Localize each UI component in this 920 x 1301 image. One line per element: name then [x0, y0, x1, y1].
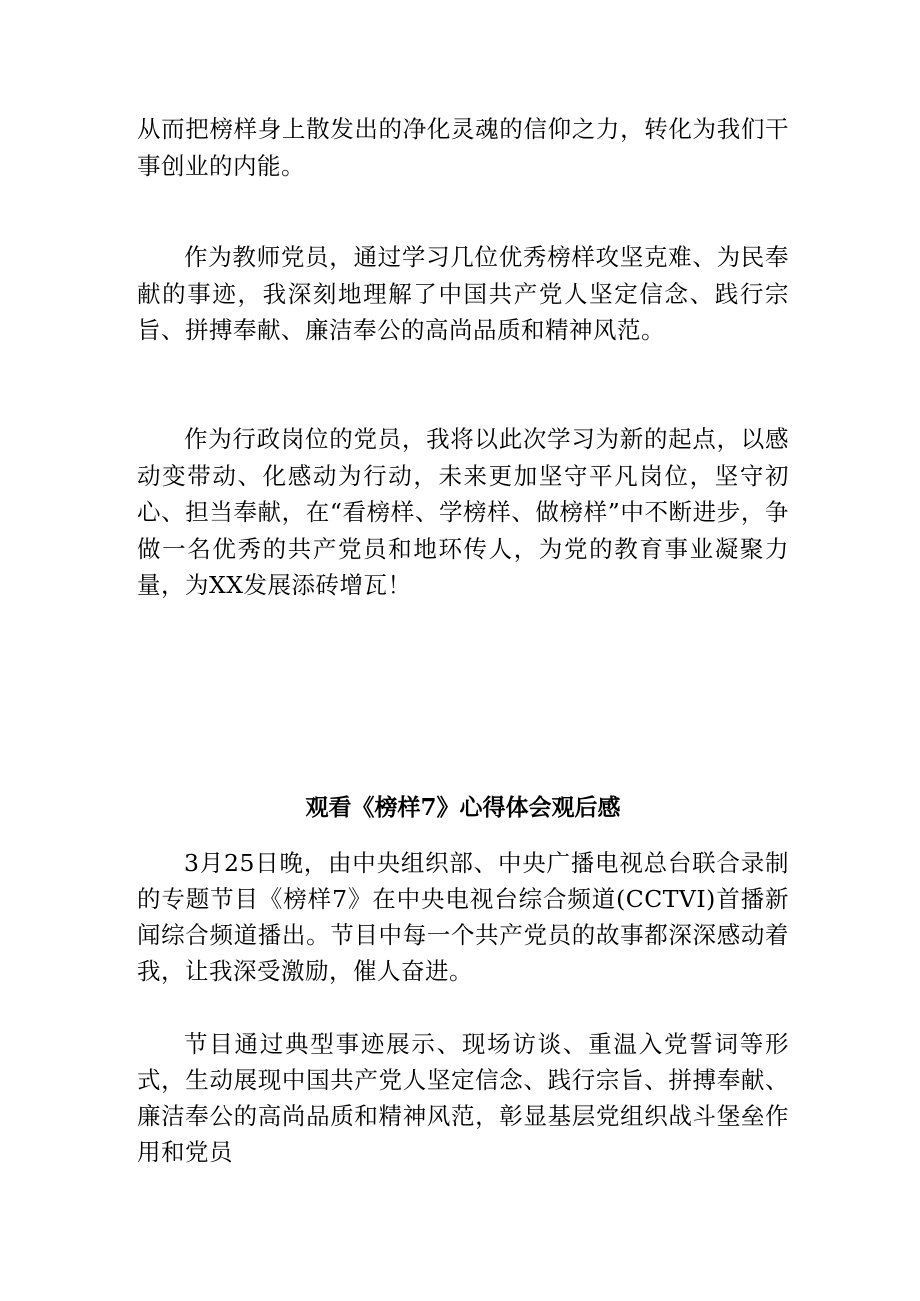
paragraph-program-content: 节目通过典型事迹展示、现场访谈、重温入党誓词等形式，生动展现中国共产党人坚定信念、践行宗旨、拼搏奉献、廉洁奉公的高尚品质和精神风范，彰显基层党组织战斗堡垒作用和党员	[137, 1030, 789, 1166]
section-title: 观看《榜样7》心得体会观后感	[305, 794, 621, 821]
paragraph-continuation: 从而把榜样身上散发出的净化灵魂的信仰之力，转化为我们干事创业的内能。	[137, 115, 789, 180]
paragraph-teacher-member: 作为教师党员，通过学习几位优秀榜样攻坚克难、为民奉献的事迹，我深刻地理解了中国共产党人坚定信念、践行宗旨、拼搏奉献、廉洁奉公的高尚品质和精神风范。	[137, 243, 789, 344]
paragraph-program-intro: 3月25日晚，由中央组织部、中央广播电视总台联合录制的专题节目《榜样7》在中央电视台综合频道(CCTVI)首播新闻综合频道播出。节目中每一个共产党员的故事都深深感动着我，让我深受激励，催人奋进。	[137, 849, 789, 985]
paragraph-admin-member: 作为行政岗位的党员，我将以此次学习为新的起点，以感动变带动、化感动为行动，未来更加坚守平凡岗位，坚守初心、担当奉献，在“看榜样、学榜样、做榜样”中不断进步，争做一名优秀的共产党员和地环传人，为党的教育事业凝聚力量，为XX发展添砖增瓦！	[137, 425, 789, 599]
